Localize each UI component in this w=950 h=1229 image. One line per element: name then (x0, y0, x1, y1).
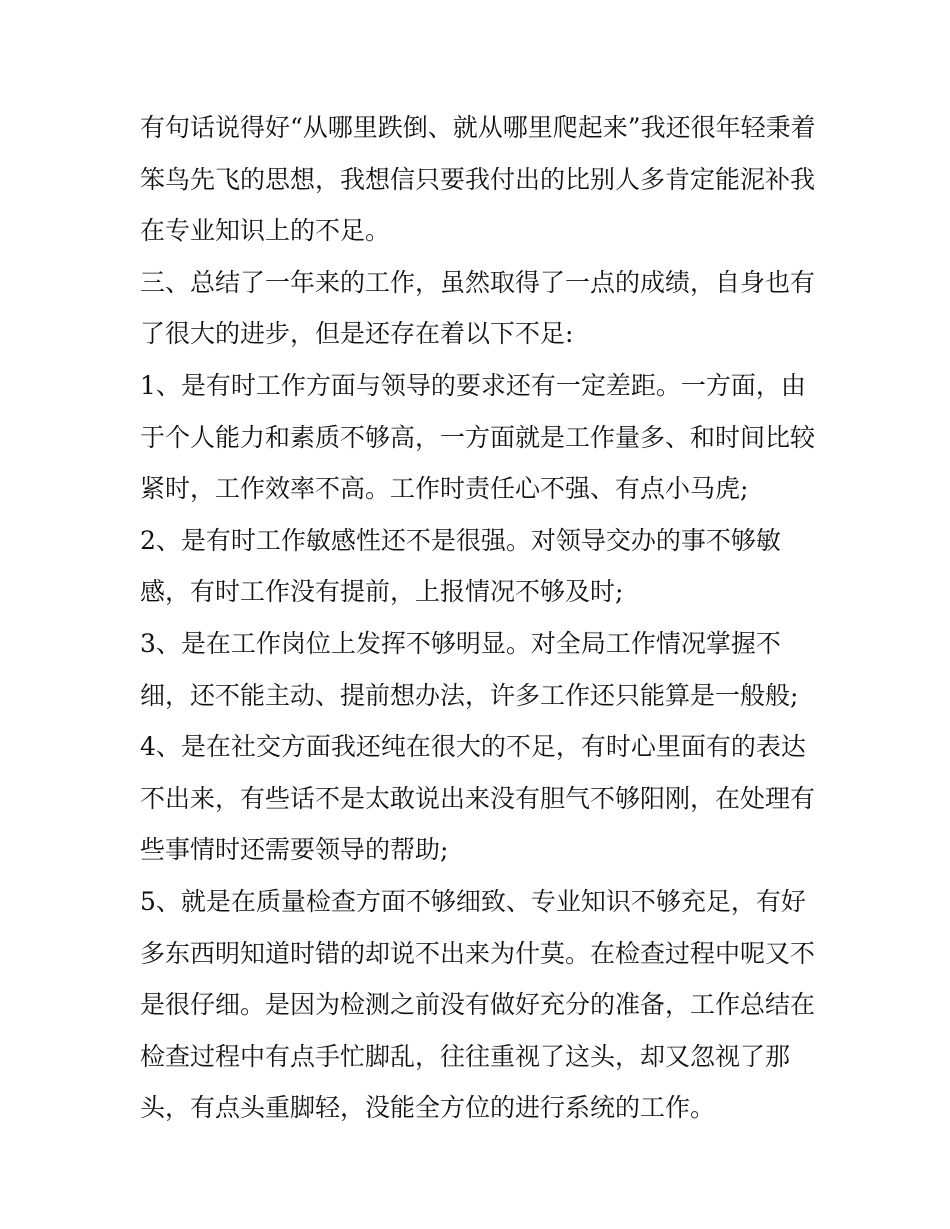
text-line: 感，有时工作没有提前，上报情况不够及时; (140, 577, 624, 607)
text-line: 三、总结了一年来的工作，虽然取得了一点的成绩，自身也有 (140, 267, 816, 297)
text-line: 有句话说得好“从哪里跌倒、就从哪里爬起来”我还很年轻秉着 (140, 113, 816, 142)
text-line: 1、是有时工作方面与领导的要求还有一定差距。一方面，由 (140, 370, 806, 400)
text-line: 头，有点头重脚轻，没能全方位的进行系统的工作。 (140, 1093, 716, 1123)
text-line: 笨鸟先飞的思想，我想信只要我付出的比别人多肯定能泥补我 (140, 164, 816, 194)
text-line: 检查过程中有点手忙脚乱，往往重视了这头，却又忽视了那 (140, 1041, 791, 1071)
text-line: 了很大的进步，但是还存在着以下不足: (140, 319, 574, 349)
text-line: 4、是在社交方面我还纯在很大的不足，有时心里面有的表达 (140, 732, 806, 762)
document-body (140, 102, 820, 1134)
text-line: 2、是有时工作敏感性还不是很强。对领导交办的事不够敏 (140, 525, 781, 555)
text-line: 紧时，工作效率不高。工作时责任心不强、有点小马虎; (140, 474, 749, 504)
text-line: 不出来，有些话不是太敢说出来没有胆气不够阳刚，在处理有 (140, 783, 816, 813)
text-line: 在专业知识上的不足。 (140, 216, 391, 246)
text-line: 3、是在工作岗位上发挥不够明显。对全局工作情况掌握不 (140, 628, 781, 658)
text-line: 是很仔细。是因为检测之前没有做好充分的准备，工作总结在 (140, 990, 816, 1020)
text-line: 5、就是在质量检查方面不够细致、专业知识不够充足，有好 (140, 886, 806, 916)
text-line: 于个人能力和素质不够高，一方面就是工作量多、和时间比较 (140, 422, 816, 452)
text-line: 细，还不能主动、提前想办法，许多工作还只能算是一般般; (140, 680, 799, 710)
text-line: 多东西明知道时错的却说不出来为什莫。在检查过程中呢又不 (140, 938, 816, 968)
text-line: 些事情时还需要领导的帮助; (140, 835, 449, 865)
